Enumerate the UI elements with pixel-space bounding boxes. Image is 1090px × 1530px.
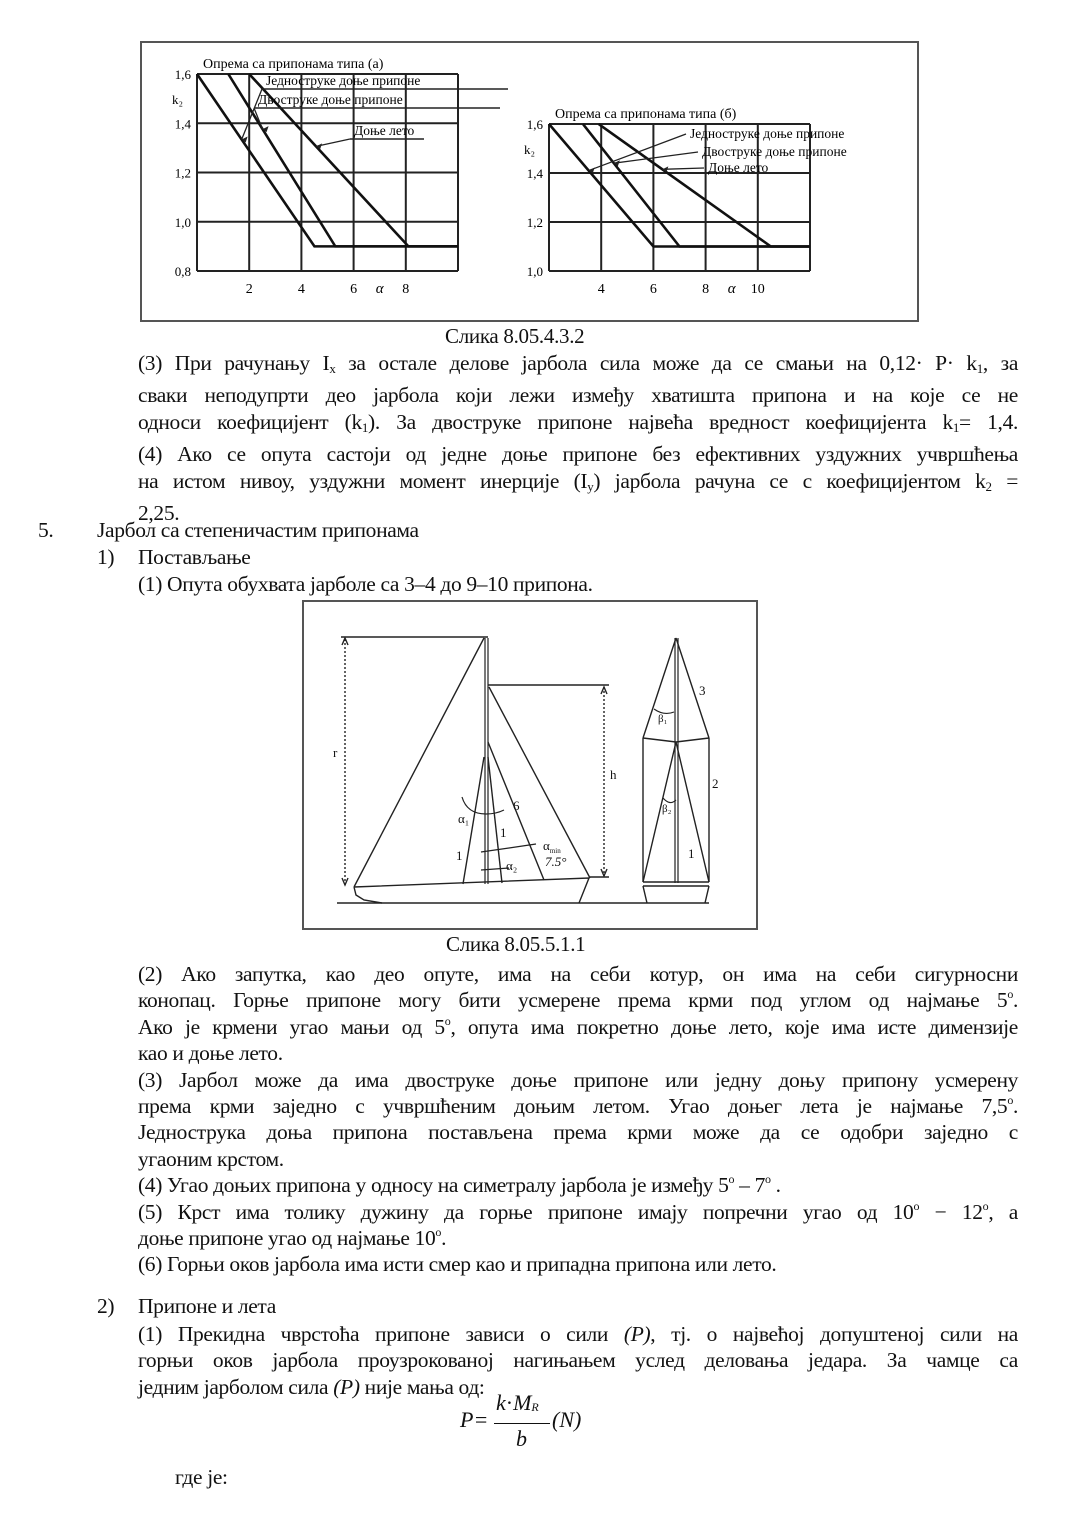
label-r: r — [333, 745, 338, 760]
x-tick-label: 4 — [597, 282, 605, 297]
text-line: горњи оков јарбола проузрокованој нагињањем услед деловања једара. За чамце са — [138, 1348, 1018, 1373]
x-tick-label: 6 — [350, 282, 358, 297]
y-tick-label: 1,4 — [526, 166, 543, 181]
label-alpha1: α₁ — [458, 811, 470, 826]
label-1: 1 — [500, 825, 507, 840]
formula-unit: (N) — [552, 1407, 582, 1432]
text-line: Једнострука доња припона постављена према крми може да се одобри заједно с — [138, 1120, 1018, 1145]
text-line: према крми заједно с учвршћеним доњим летом. Угао доњег лета је најмање 7,5$^o$. — [138, 1093, 1018, 1119]
text-line: (3) Јарбол може да има двоструке доње припоне или једну доњу припону усмерену — [138, 1067, 1018, 1092]
legend-label: Доње лето — [354, 123, 415, 138]
text-line: као и доње лето. — [138, 1041, 283, 1066]
figure-8-05-4-3-2 — [140, 41, 919, 322]
label-alpha2: α₂ — [506, 858, 518, 873]
text-line: (4) Ако се опута састоји од једне доње припоне без ефективних уздужних учвршћења — [138, 442, 1018, 467]
text-line: (2) Ако запутка, као део опуте, има на себи котур, он има на себи сигурносни — [138, 962, 1018, 986]
series-line-2 — [583, 124, 810, 247]
x-axis-label: α — [727, 281, 736, 297]
text-line: 2,25. — [138, 501, 180, 526]
text-line: (6) Горњи оков јарбола има исти смер као и припадна припона или лето. — [138, 1252, 777, 1277]
text-line: (4) Угао доњих припона у односу на симетралу јарбола је између 5$^o$ – 7$^o$ . — [138, 1172, 781, 1198]
subsection-title: Постављање — [138, 545, 251, 569]
legend-label: Доње лето — [708, 160, 769, 175]
subsection-number: 1) — [97, 545, 115, 569]
paragraph-4-3 — [138, 350, 1018, 526]
label-h: h — [610, 767, 617, 782]
legend-label: Двоструке доње припоне — [702, 144, 847, 159]
y-tick-label: 1,0 — [174, 214, 191, 230]
chart-b — [524, 107, 847, 297]
y-axis-label: k₂ — [171, 92, 183, 107]
text-line: угаоним крстом. — [138, 1146, 284, 1171]
label-beta2: β₂ — [662, 803, 672, 815]
chart-title: Опрема са припонама типа (б) — [555, 107, 737, 122]
x-tick-label: 4 — [297, 282, 305, 297]
section-number: 5. — [38, 518, 54, 542]
text-line: једним јарболом сила (P) није мања од: — [138, 1374, 485, 1399]
text-line: Ако је крмени угао мањи од 5$^o$, опута има покретно доње лето, које има исте димензије — [138, 1013, 1018, 1039]
label-3: 3 — [699, 683, 706, 698]
legend-label: Двоструке доње припоне — [258, 92, 403, 107]
x-tick-label: 6 — [649, 282, 657, 297]
legend-label: Једноструке доње припоне — [266, 73, 421, 88]
text-line: доње припоне угао од најмање 10$^o$. — [138, 1225, 447, 1251]
y-tick-label: 1,4 — [174, 116, 191, 132]
figure-8-05-5-1-1 — [302, 600, 758, 930]
legend-label: Једноструке доње припоне — [690, 126, 845, 141]
text-line: конопац. Горње припоне могу бити усмерене према крми под углом од најмање 5$^o$. — [138, 987, 1018, 1013]
paragraph-5-2-1 — [138, 1321, 1018, 1400]
y-tick-label: 1,6 — [526, 117, 543, 132]
legend-leader — [614, 152, 698, 163]
legend-leader — [589, 134, 686, 171]
subsection-number: 2) — [97, 1294, 115, 1318]
paragraph-5-1-1: (1) Опута обухвата јарболе са 3–4 до 9–10 припона. — [138, 572, 593, 596]
subsection-title: Припоне и лета — [138, 1294, 276, 1318]
text-line: сваки неподупрти део јарбола који лежи између хватишта припона и на које се не — [138, 383, 1018, 408]
label-6: 6 — [513, 798, 520, 813]
y-tick-label: 1,0 — [526, 264, 543, 279]
text-line: (3) При рачунању $I_x$ за остале делове јарбола сила може да се смањи на $0,12\cdot P\cdot k_1$, за — [138, 351, 1019, 376]
figure-caption-2: Слика 8.05.5.1.1 — [446, 932, 586, 956]
formula-numerator: $k\cdot M_R$ — [496, 1390, 539, 1415]
label-1: 1 — [456, 848, 463, 863]
text-line: (5) Крст има толику дужину да горње припоне имају попречни угао од $10^o - 12^o$, а — [138, 1198, 1019, 1224]
y-tick-label: 0,8 — [174, 264, 191, 279]
x-tick-label: 2 — [245, 282, 253, 297]
label-beta1: β₁ — [658, 713, 668, 725]
label-alpha-min: $\alpha_{min}$ — [543, 838, 561, 855]
legend-leader — [662, 168, 704, 169]
chart-title: Опрема са припонама типа (а) — [203, 57, 384, 72]
fraction-bar — [494, 1423, 550, 1424]
chart-a — [172, 57, 508, 297]
text-line: односи коефицијент $(k_1)$. За двоструке припоне највећа вредност коефицијента $k_1= 1,4$. — [138, 409, 1018, 435]
label-7-5-deg: 7.5° — [545, 854, 567, 869]
text-line: (1) Прекидна чврстоћа припоне зависи о сили (P), тј. о највећој допуштеној сили на — [138, 1322, 1019, 1346]
x-tick-label: 8 — [402, 282, 410, 297]
formula-denominator: b — [516, 1426, 527, 1451]
y-tick-label: 1,6 — [174, 67, 191, 82]
series-line-1 — [549, 124, 810, 247]
y-tick-label: 1,2 — [174, 165, 191, 181]
figure-caption-1: Слика 8.05.4.3.2 — [445, 324, 585, 348]
k2-charts — [142, 43, 917, 320]
x-tick-label: 10 — [750, 282, 765, 297]
force-formula — [460, 1390, 600, 1460]
label-2: 2 — [712, 776, 719, 791]
paragraph-5-1-2 — [138, 961, 1018, 1278]
y-tick-label: 1,2 — [526, 215, 543, 230]
where-label: где је: — [175, 1465, 228, 1489]
section-title: Јарбол са степеничастим припонама — [97, 518, 419, 542]
label-1: 1 — [688, 846, 695, 861]
x-tick-label: 8 — [702, 282, 710, 297]
y-axis-label: k₂ — [523, 142, 535, 157]
formula-lhs: P= — [460, 1407, 489, 1432]
x-axis-label: α — [375, 281, 384, 297]
text-line: на истом нивоу, уздужни момент инерције $(I_y)$ јарбола рачуна се с коефицијентом $k_2$ = — [138, 468, 1018, 494]
